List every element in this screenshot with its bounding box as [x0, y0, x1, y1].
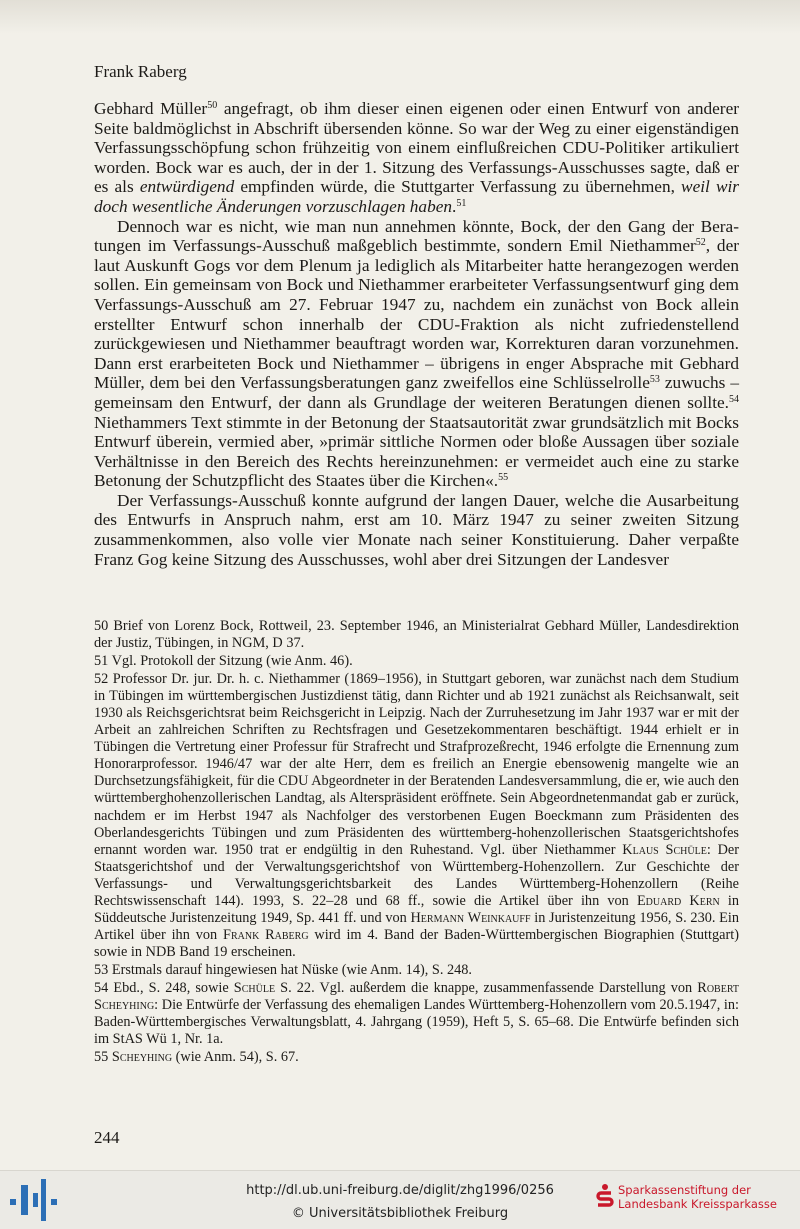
page-number: 244: [94, 1128, 120, 1147]
footnote-53: 53 Erstmals darauf hingewiesen hat Nüske (wie Anm. 14), S. 248.: [94, 961, 473, 978]
footnote-52: 52 Professor Dr. jur. Dr. h. c. Niethammer (1869–1956), in Stuttgart geboren, war zunächst nach dem Studium in Tübingen im württembergischen Justizdienst tätig, dann Richter und ab 1921 zunächst als Reichsanwalt, seit 1930 als Reichsgerichtsrat beim Reichsgericht in Leipzig. Nach der Zurruhesetzung im Jahr 1937 war er mit der Arbeit an zahlreichen Schriften zu Rechtsfragen und Gesetzekommentaren beschäftigt. 1944 erhielt er in Tübingen die Vertretung einer Professur für Strafrecht und Strafprozeßrecht, 1946 erfolgte die Ernennung zum Honorarprofessor. 1946/47 war der alte Herr, dem es freilich an Energie ebensowenig mangelte wie an Durchsetzungsfähigkeit, für die CDU Abgeordneter in der Beratenden Landesversammlung, die er, wie auch den württemberghohenzollerischen Landtag, als Alterspräsident eröffnete. Sein Abgeordnetenmandat gab er zurück, nachdem er im Herbst 1947 als Nachfolger des verstorbenen Eugen Boeckmann zum Präsidenten des Oberlandesgerichts Tübingen und zum Präsidenten des württemberg-hohenzollerischen Staatsgerichtshofes ernannt worden war. 1950 trat er endgültig in den Ruhestand. Vgl. über Niethammer Klaus Schüle: Der Staatsgerichtshof und der Verwaltungsgerichtshof von Württemberg-Hohenzollern. Zur Geschichte der Verfassungs- und Verwaltungsgerichtsbarkeit des Landes Württemberg-Hohenzollern (Reihe Rechtswissenschaft 144). 1993, S. 22–28 und 68 ff., sowie die Artikel über ihn von Eduard Kern in Süddeutsche Juristenzeitung 1949, Sp. 441 ff. und von Hermann Weinkauff in Juristenzeitung 1956, S. 230. Ein Artikel über ihn von Frank Raberg wird im 4. Band der Baden-Württembergischen Biographien (Stuttgart) sowie in NDB Band 19 erscheinen.: [94, 671, 740, 960]
paragraph-2: Dennoch war es nicht, wie man nun annehmen könnte, Bock, der den Gang der Beratungen im Verfassungs-Ausschuß maßgeblich bestimmte, sondern Emil Niethammer$^{52}$, der laut Auskunft Gogs vor dem Plenum ja lediglich als Mitarbeiter hatte herangezogen werden sollen. Ein gemeinsam von Bock und Niethammer erarbeiteter Verfassungsentwurf ging dem Verfassungs-Ausschuß am 27. Februar 1947 zu, nachdem ein zunächst von Bock allein erstellter Entwurf schon innerhalb der CDU-Fraktion als nicht zufriedenstellend zurückgewiesen und Niethammer beauftragt worden war, Korrekturen daran vorzunehmen. Dann erst erarbeiteten Bock und Niethammer – übrigens in enger Absprache mit Gebhard Müller, dem bei den Verfassungsberatungen ganz zweifellos eine Schlüsselrolle$^{53}$ zuwuchs – gemeinsam den Entwurf, der dann als Grundlage der weiteren Beratungen dienen sollte.$^{54}$ Niethammers Text stimmte in der Betonung der Staatsautorität zwar grundsätzlich mit Bocks Entwurf überein, vermied aber, »primär sittliche Normen oder bloße Aussagen über soziale Verhältnisse in den Bereich des Rechts hereinzunehmen: er vermeidet auch eine zu starke Betonung der Schutzpflicht des Staates über die Kirchen«.$^{55}$: [94, 216, 739, 491]
sponsor-name: Sparkassenstiftung der Landesbank Kreissparkasse: [618, 1183, 777, 1211]
document-url-link[interactable]: http://dl.ub.uni-freiburg.de/diglit/zhg1996/0256: [246, 1183, 554, 1198]
footnote-51: 51 Vgl. Protokoll der Sitzung (wie Anm. 46).: [94, 653, 353, 670]
paragraph-1: Gebhard Müller$^{50}$ angefragt, ob ihm dieser einen eigenen oder einen Entwurf von anderer Seite baldmöglichst in Abschrift übersenden könne. So war der Weg zu einer eigenständigen Verfassungsschöpfung schon frühzeitig von einem einflußreichen CDU-Politiker artikuliert worden. Bock war es auch, der in der 1. Sitzung des Verfassungs-Ausschusses sagte, daß er es als entwürdigend empfinden würde, die Stuttgarter Verfassung zu übernehmen, weil wir doch wesentliche Änderungen vorzuschlagen haben.$^{51}$: [94, 99, 740, 216]
footnotes: [94, 618, 739, 1067]
footnote-50: 50 Brief von Lorenz Bock, Rottweil, 23. September 1946, an Ministerialrat Gebhard Müller, Landesdirektion der Justiz, Tübingen, in NGM, D 37.: [94, 618, 739, 652]
footnote-ref-55[interactable]: 55: [498, 472, 509, 484]
footnote-ref-54[interactable]: 54: [729, 393, 739, 405]
scan-top-edge: [0, 0, 800, 34]
footnote-ref-53[interactable]: 53: [649, 374, 660, 386]
footnote-ref-52[interactable]: 52: [695, 237, 706, 249]
sparkasse-logo-icon: [596, 1184, 614, 1210]
paragraph-3: Der Verfassungs-Ausschuß konnte aufgrund der langen Dauer, welche die Ausarbeitung des Entwurfs in Anspruch nahm, erst am 10. März 1947 zu seiner zweiten Sitzung zusammenkommen, also volle vier Monate nach seiner Konstituierung. Daher verpaßte Franz Gog keine Sitzung des Ausschusses, wohl aber drei Sitzungen der Landesver: [94, 490, 739, 569]
footnote-ref-50[interactable]: 50: [207, 100, 218, 111]
copyright-notice: © Universitätsbibliothek Freiburg: [291, 1206, 509, 1221]
running-head: Frank Raberg: [94, 62, 187, 81]
footnote-55: 55 Scheyhing (wie Anm. 54), S. 67.: [94, 1049, 299, 1066]
footnote-54: 54 Ebd., S. 248, sowie Schüle S. 22. Vgl. außerdem die knappe, zusammenfassende Darstellung von Robert Scheyhing: Die Entwürfe der Verfassung des ehemaligen Landes Württemberg-Hohenzollern vom 20.5.1947, in: Baden-Württembergisches Verwaltungsblatt, 4. Jahrgang (1959), Heft 5, S. 65–68. Die Entwürfe befinden sich im StAS Wü 1, Nr. 1a.: [94, 979, 739, 1048]
main-text: [94, 99, 739, 569]
viewer-footer: [0, 1170, 800, 1229]
footnote-ref-51[interactable]: 51: [456, 197, 467, 209]
